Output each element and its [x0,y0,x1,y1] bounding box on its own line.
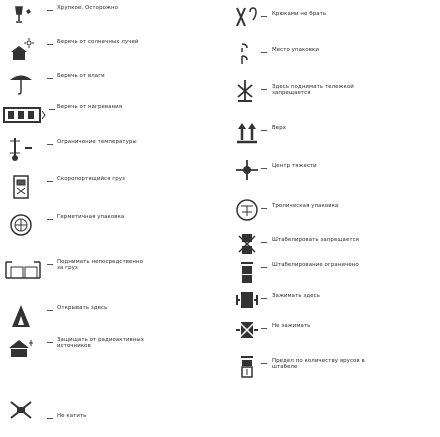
temperature-limit-icon [4,138,38,162]
label-location: Место упаковки [272,47,319,53]
list-item [0,72,220,92]
list-item [0,175,220,195]
dash [261,363,267,364]
dash [261,168,267,169]
keep-away-from-sunlight-icon [4,38,38,62]
do-not-clamp-icon [230,318,264,342]
dash [261,267,267,268]
list-item [0,103,220,123]
label-heat: Беречь от нагревания [57,104,123,110]
dash [47,44,53,45]
label-stack-limit: Штабелирование ограничено [272,262,359,268]
stacking-limit-icon [230,261,264,285]
label-clamp: Зажимать здесь [272,293,320,299]
label-forklift: Здесь поднимать тележкой запрещается [272,84,354,97]
do-not-stack-icon [230,232,264,256]
list-item [220,357,440,377]
list-item [220,46,440,66]
label-no-clamp: Не зажимать [272,323,311,329]
dash [261,89,267,90]
list-item [0,304,220,324]
clamp-here-icon [230,288,264,312]
label-open: Открывать здесь [57,305,108,311]
list-item [220,83,440,103]
list-item [0,38,220,58]
list-item [0,412,220,432]
keep-away-from-heat-icon [2,103,46,127]
dash [261,298,267,299]
label-sunlight: Беречь от солнечных лучей [57,39,139,45]
label-perishable: Скоропортящийся груз [57,176,125,182]
dash [47,342,53,343]
dash [261,52,267,53]
dash [261,242,267,243]
list-item [0,138,220,158]
label-fragile: Хрупкое. Осторожно [57,5,118,11]
label-gravity: Центр тяжести [272,163,317,169]
dash [261,208,267,209]
label-temperature: Ограничение температуры [57,139,137,145]
list-item [220,10,440,30]
list-item [220,322,440,342]
list-item [0,4,220,24]
list-item [220,124,440,144]
list-item [0,258,220,278]
hermetic-packaging-icon [4,213,38,237]
list-item [0,336,220,356]
label-roll: Не катить [57,413,87,419]
stacking-limit-by-number-icon [230,355,264,379]
no-hooks-icon [230,6,264,30]
list-item [220,236,440,256]
label-no-stack: Штабелировать запрещается [272,237,360,243]
dash [47,144,53,145]
protect-from-radiation-icon [4,336,38,360]
dash [47,10,53,11]
lift-directly-by-load-icon [4,258,42,282]
list-item [220,292,440,312]
label-hermetic: Герметичная упаковка [57,214,125,220]
dash [47,418,53,419]
this-way-up-icon [230,120,264,144]
dash [47,78,53,79]
dash [47,219,53,220]
list-item [0,213,220,233]
open-here-icon [4,304,38,328]
label-dry: Беречь от влаги [57,73,105,79]
do-not-roll-icon [4,398,38,422]
dash [47,264,53,265]
center-of-gravity-icon [230,158,264,182]
label-lift: Поднимать непосредственно за груз [57,259,144,272]
dash [261,328,267,329]
keep-dry-icon [4,72,38,96]
fragile-glass-icon [4,4,38,28]
dash [261,16,267,17]
no-forklift-here-icon [230,79,264,103]
dash [47,310,53,311]
list-item [220,261,440,281]
packaging-location-icon [230,42,264,66]
dash [47,181,53,182]
label-hooks: Крюками не брать [272,11,327,17]
list-item [220,202,440,222]
label-tropical: Тропическая упаковка [272,203,339,209]
tropical-packaging-icon [230,198,264,222]
list-item [220,162,440,182]
label-stack-number: Предел по количеству ярусов в штабеле [272,358,365,371]
label-radiation: Защищать от радиоактивных источников [57,337,145,350]
label-up: Верх [272,125,287,131]
perishable-cargo-icon [4,175,38,199]
dash [261,130,267,131]
dash [49,109,55,110]
